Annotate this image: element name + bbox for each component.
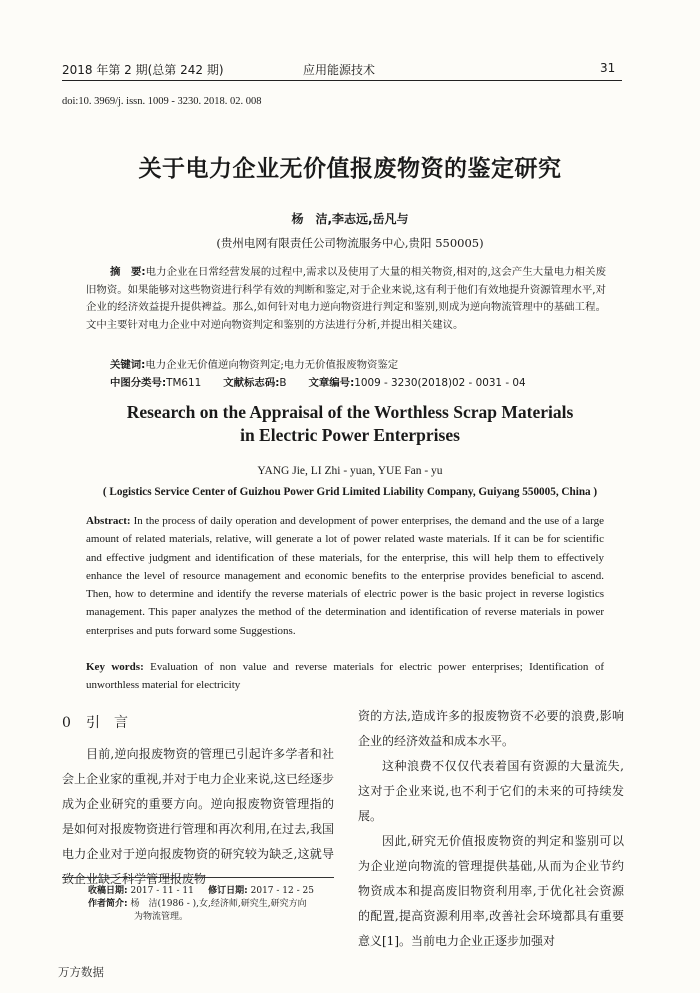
affiliation-cn: (贵州电网有限责任公司物流服务中心,贵阳 550005) (216, 236, 484, 250)
keywords-en-label: Key words: (86, 661, 144, 673)
title-en-line1: Research on the Appraisal of the Worthless Scrap Materials (126, 402, 574, 422)
revised-label: 修订日期: (208, 886, 248, 896)
body-paragraph: 资的方法,造成许多的报废物资不必要的浪费,影响企业的经济效益和成本水平。 (358, 709, 624, 748)
abstract-en-text: In the process of daily operation and development of power enterprises, the demand and the use of a large amount of related materials, relative, will generate a lot of power related waste materials. If it can be for scientific and effective judgment and identification of these materials, for the enterprise, this will help them to effectively enhance the level of resource management and economic benefits to the enterprise provides beneficial to ascend. Then, how to determine and identify the reverse materials of electric power is the basic project in reverse logistics management. This paper analyzes the method of the determination and identification of reverse materials in power enterprises and puts forward some Suggestions. (86, 515, 604, 637)
doi: doi:10. 3969/j. issn. 1009 - 3230. 2018. 02. 008 (62, 96, 262, 107)
abstract-cn (86, 264, 606, 334)
footnote (88, 885, 338, 924)
abstract-en (86, 512, 604, 640)
bio-line1: 杨 洁(1986 - ),女,经济师,研究生,研究方向 (130, 899, 307, 909)
footnote-bio (88, 898, 338, 911)
doc-code-value: B (279, 377, 287, 389)
header-rule (62, 80, 622, 81)
keywords-cn-label: 关键词: (110, 359, 146, 371)
header-page-number: 31 (600, 61, 616, 75)
bio-line2: 为物流管理。 (134, 912, 189, 922)
body-paragraph: 因此,研究无价值报废物资的判定和鉴别可以为企业逆向物流的管理提供基础,从而为企业节约物资成本和提高废旧物资利用率,于优化社会资源的配置,提高资源利用率,改善社会环境都具有重要意义[1]。当前电力企业正逐步加强对 (358, 834, 624, 948)
received-label: 收稿日期: (88, 886, 128, 896)
authors-cn: 杨 洁,李志远,岳凡与 (291, 212, 409, 226)
received-date: 2017 - 11 - 11 (130, 886, 194, 896)
section-number: 0 (62, 715, 71, 731)
revised-date: 2017 - 12 - 25 (250, 886, 314, 896)
affiliation-en: ( Logistics Service Center of Guizhou Power Grid Limited Liability Company, Guiyang 550005, China ) (102, 486, 598, 498)
article-number-value: 1009 - 3230(2018)02 - 0031 - 04 (354, 377, 526, 389)
section-heading (62, 712, 142, 732)
body-paragraph: 这种浪费不仅仅代表着国有资源的大量流失,这对于企业来说,也不利于它们的未来的可持续发展。 (358, 759, 624, 823)
footnote-rule (62, 877, 334, 878)
authors-en: YANG Jie, LI Zhi - yuan, YUE Fan - yu (257, 465, 443, 477)
section-title: 引言 (86, 715, 142, 731)
keywords-en-text: Evaluation of non value and reverse materials for electric power enterprises; Identification of unworthless material for electricity (86, 661, 605, 691)
bio-label: 作者简介: (88, 899, 128, 909)
body-column-left (62, 742, 334, 892)
body-paragraph: 目前,逆向报废物资的管理已引起许多学者和社会上企业家的重视,并对于电力企业来说,这已经逐步成为企业研究的重要方向。逆向报废物资管理指的是如何对报废物资进行管理和再次利用,在过去,我国电力企业对于逆向报废物资的研究较为缺乏,这就导致企业缺乏科学管理报废物 (62, 747, 334, 886)
abstract-cn-text: 电力企业在日常经营发展的过程中,需求以及使用了大量的相关物资,相对的,这会产生大量电力相关废旧物资。如果能够对这些物资进行科学有效的判断和鉴定,对于企业来说,这有利于他们有效地提升资源管理水平,对企业的经济效益提升提供裨益。那么,如何针对电力逆向物资进行判定和鉴别,则成为逆向物流管理中的基础工程。文中主要针对电力企业中对逆向物资判定和鉴别的方法进行分析,并提出相关建议。 (86, 266, 607, 331)
body-column-right (358, 704, 624, 954)
clc-value: TM611 (166, 377, 202, 389)
abstract-en-label: Abstract: (86, 515, 131, 527)
title-cn: 关于电力企业无价值报废物资的鉴定研究 (138, 155, 562, 182)
article-number-label: 文章编号: (308, 377, 355, 389)
footnote-dates (88, 885, 338, 898)
clc-label: 中图分类号: (110, 377, 167, 389)
keywords-cn-text: 电力企业无价值逆向物资判定;电力无价值报废物资鉴定 (145, 359, 399, 371)
keywords-en (86, 658, 604, 694)
abstract-cn-label: 摘 要: (110, 266, 146, 278)
title-en (0, 401, 700, 447)
doc-code-label: 文献标志码: (223, 377, 280, 389)
title-en-line2: in Electric Power Enterprises (240, 425, 460, 445)
classification-line (110, 374, 610, 389)
header-issue: 2018 年第 2 期(总第 242 期) (62, 63, 224, 77)
header-journal: 应用能源技术 (303, 63, 376, 77)
keywords-cn (110, 356, 610, 371)
watermark: 万方数据 (58, 965, 104, 979)
